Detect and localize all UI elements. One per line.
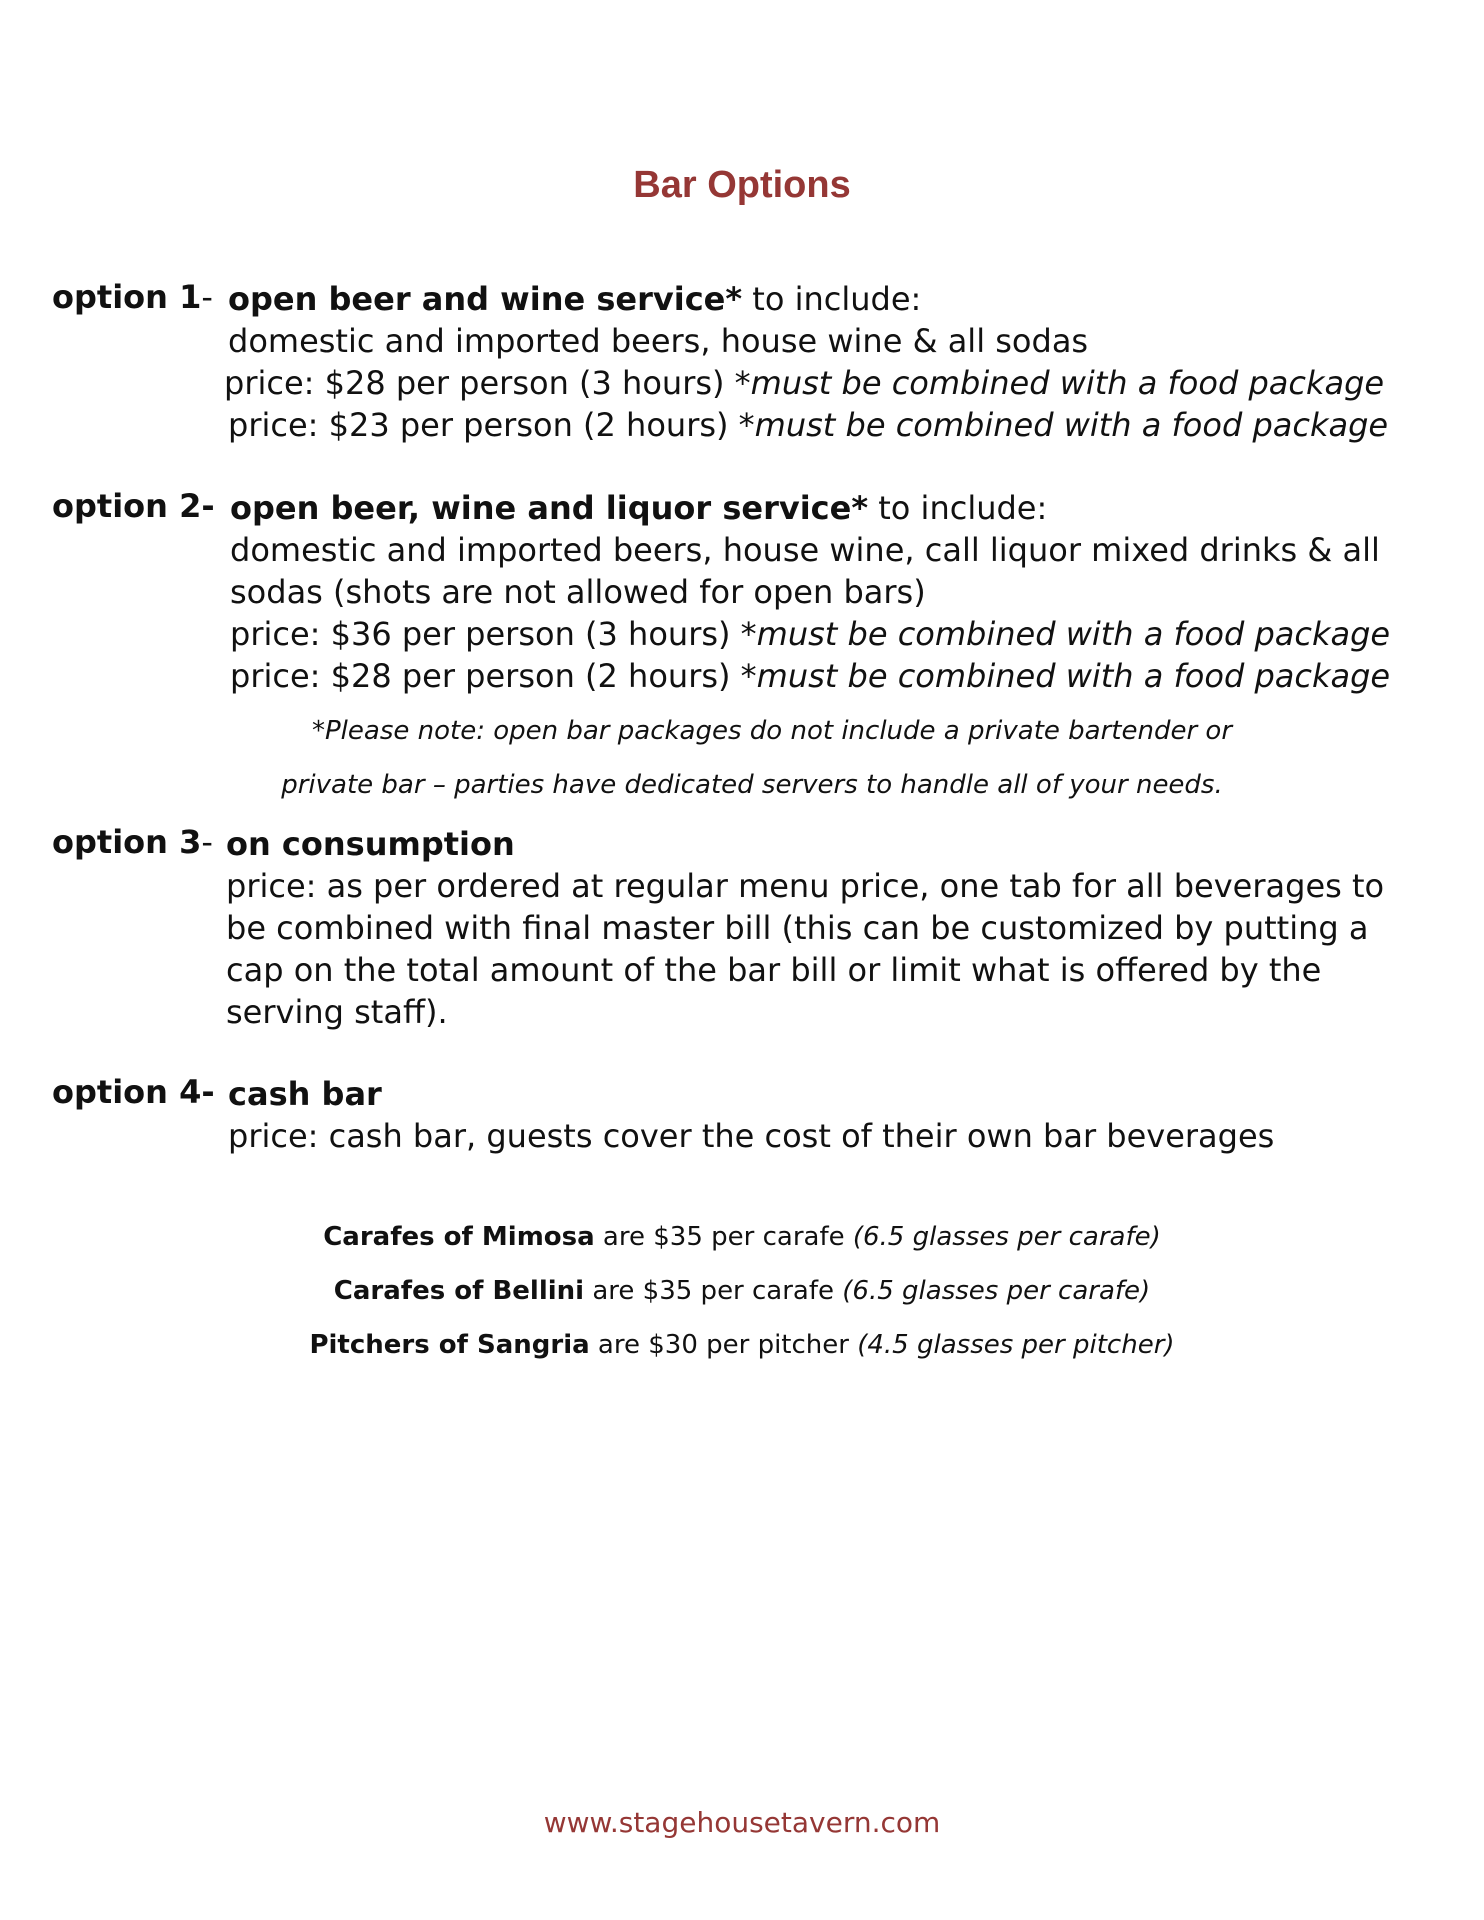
website-link[interactable]: www.stagehousetavern.com xyxy=(543,1806,941,1839)
option-1-desc: domestic and imported beers, house wine & all sodas xyxy=(228,322,1089,360)
option-2-label: option 2- xyxy=(52,487,215,525)
option-1-label: option 1- xyxy=(52,278,213,316)
carafe-list xyxy=(0,1210,1484,1372)
option-3-heading: on consumption xyxy=(226,825,515,863)
carafe-item: Pitchers of Sangria are $30 per pitcher (4.5 glasses per pitcher) xyxy=(309,1330,1175,1360)
option-3-label: option 3- xyxy=(52,823,213,861)
carafe-item: Carafes of Bellini are $35 per carafe (6.5 glasses per carafe) xyxy=(333,1276,1151,1306)
page-title: Bar Options xyxy=(633,164,851,206)
option-2-desc-2: sodas (shots are not allowed for open bars) xyxy=(230,573,926,611)
note-line-2: private bar – parties have dedicated servers to handle all of your needs. xyxy=(281,770,1223,800)
option-1-body: open beer and wine service* to include: domestic and imported beers, house wine & all sodas price: $28 per person (3 hours) *must be combined with a food package price: $23 per person (2 hours) *must be combined with a food package xyxy=(224,280,1389,444)
option-2-desc-1: domestic and imported beers, house wine, call liquor mixed drinks & all xyxy=(230,531,1380,569)
option-2-body: open beer, wine and liquor service* to include: domestic and imported beers, house wine, call liquor mixed drinks & all sodas (shots are not allowed for open bars) price: $36 per person (3 hours) *must be combined with a food package price: $28 per person (2 hours) *must be combined with a food package xyxy=(230,489,1391,695)
option-2-heading: open beer, wine and liquor service* xyxy=(230,489,869,527)
option-4-body: cash bar price: cash bar, guests cover the cost of their own bar beverages xyxy=(228,1075,1275,1155)
carafe-item: Carafes of Mimosa are $35 per carafe (6.5 glasses per carafe) xyxy=(323,1222,1161,1252)
note-line-1: *Please note: open bar packages do not include a private bartender or xyxy=(311,716,1233,746)
option-4-label: option 4- xyxy=(52,1073,215,1111)
option-3-body: on consumption price: as per ordered at regular menu price, one tab for all beverages to be combined with final master bill (this can be customized by putting a cap on the total amount of the bar bill or limit what is offered by the serving staff). xyxy=(226,825,1385,1031)
option-1-heading: open beer and wine service* xyxy=(228,280,743,318)
option-4-heading: cash bar xyxy=(228,1075,382,1113)
